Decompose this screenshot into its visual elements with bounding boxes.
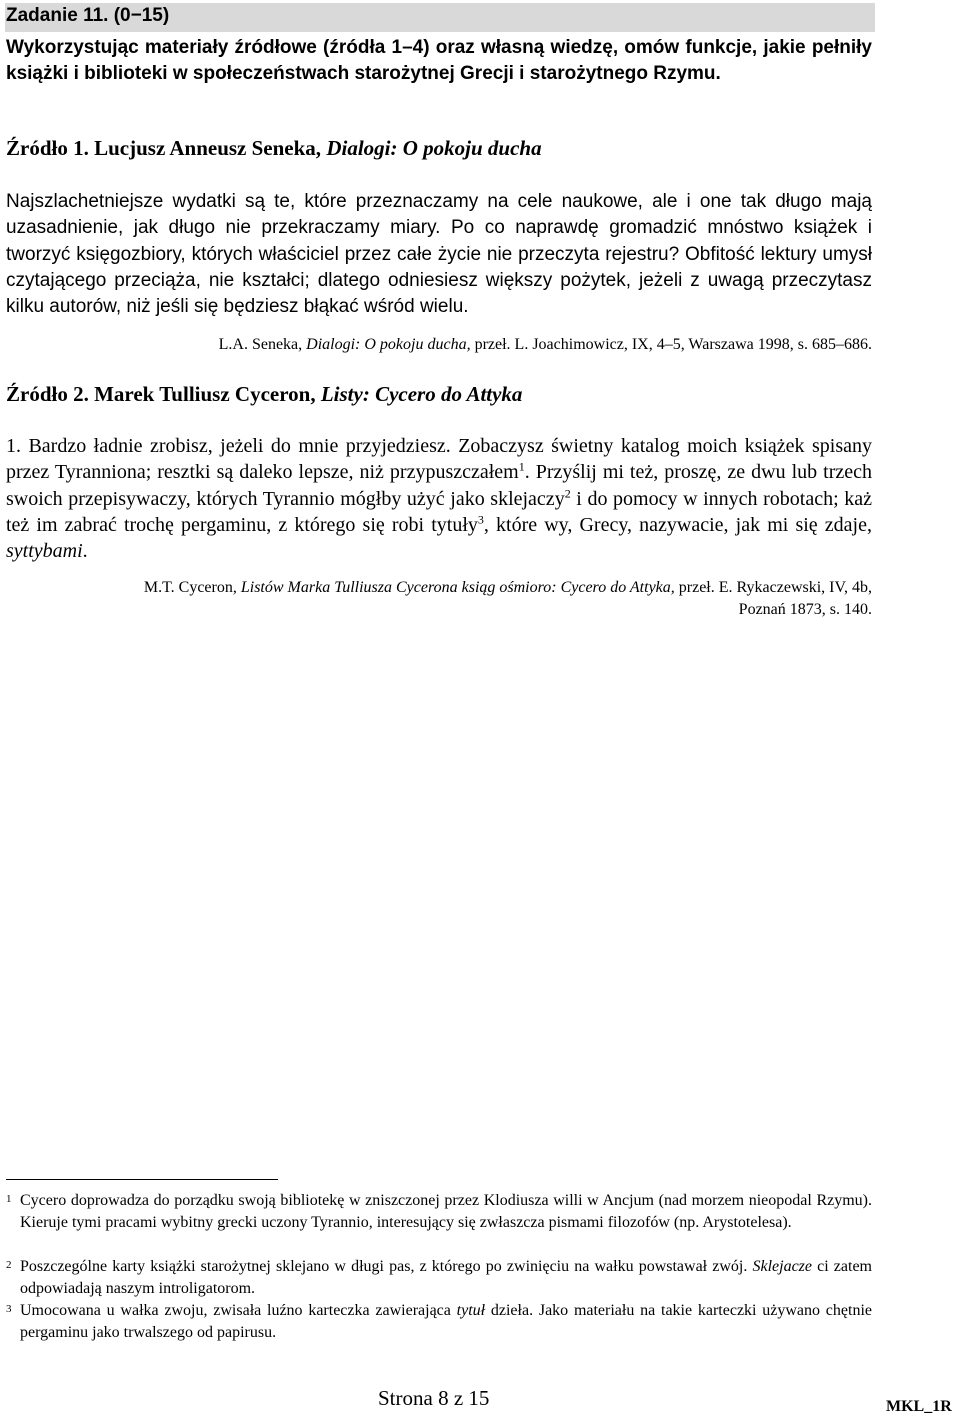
source2-text-end: . [82, 540, 88, 563]
footnote-2 [6, 1256, 872, 1300]
source1-label: Źródło 1. Lucjusz Anneusz Seneka, [6, 136, 327, 160]
footnote-3 [6, 1300, 872, 1344]
source2-citation-details: przeł. E. Rykaczewski, IV, 4b, [674, 579, 872, 596]
footnote-separator [6, 1179, 278, 1180]
source1-citation-author: L.A. Seneka, [218, 336, 307, 353]
footnote-3-text-end: dzieła. Jako materiału na takie karteczki używano chętnie pergaminu jako trwalszego od papirusu. [20, 1302, 872, 1341]
footnote-2-number: 2 [6, 1259, 12, 1271]
source2-heading [6, 381, 522, 407]
page-number: Strona 8 z 15 [378, 1386, 490, 1410]
source2-text [6, 433, 872, 564]
source2-citation [6, 577, 872, 621]
source1-citation-details: przeł. L. Joachimowicz, IX, 4–5, Warszawa 1998, s. 685–686. [470, 336, 872, 353]
task-instruction: Wykorzystując materiały źródłowe (źródła 1–4) oraz własną wiedzę, omów funkcje, jakie pełniły książki i biblioteki w społeczeństwach starożytnej Grecji i starożytnego Rzymu. [6, 37, 872, 84]
source1-heading [6, 135, 542, 161]
source1-citation [6, 334, 872, 356]
task-title: Zadanie 11. (0−15) [6, 5, 170, 26]
source2-citation-author: M.T. Cyceron, [143, 579, 241, 596]
exam-code: MKL_1R [886, 1398, 952, 1415]
footnote-1-number: 1 [6, 1193, 12, 1205]
footnote-1 [6, 1190, 872, 1234]
footnote-2-italic: Sklejacze [752, 1258, 812, 1275]
footnote-2-text-end: ci zatem odpowiadają naszym introligatorom. [20, 1258, 872, 1297]
source1-text: Najszlachetniejsze wydatki są te, które przeznaczamy na cele naukowe, ale i one tak długo mają uzasadnienie, jak długo nie przekraczamy miary. Po co naprawdę gromadzić mnóstwo książek i tworzyć księgozbiory, których właściciel przez całe życie nie przeczyta rejestru? Obfitość lektury umysł czytającego przeciąża, nie kształci; dlatego odniesiesz większy pożytek, jeżeli z uwagą przeczytasz kilku autorów, niż jeśli się będziesz błąkać wśród wielu. [6, 191, 872, 318]
source2-text-part3: i do pomocy w innych robotach; każ też im zabrać trochę pergaminu, z którego się robi tytuły [6, 487, 873, 536]
footnote-3-number: 3 [6, 1303, 12, 1315]
footnote-1-text: Cycero doprowadza do porządku swoją bibliotekę w zniszczonej przez Klodiusza willi w Ancjum (nad morzem nieopodal Rzymu). Kieruje tymi pracami wybitny grecki uczony Tyrannio, interesujący się zwłaszcza pismami filozofów (np. Arystotelesa). [20, 1192, 872, 1231]
source2-label: Źródło 2. Marek Tulliusz Cyceron, [6, 382, 321, 406]
source2-text-part1: 1. Bardzo ładnie zrobisz, jeżeli do mnie przyjedziesz. Zobaczysz świetny katalog moich książek spisany przez Tyranniona; resztki są daleko lepsze, niż przypuszczałem [6, 435, 872, 484]
footnote-2-text: Poszczególne karty książki starożytnej sklejano w długi pas, z którego po zwinięciu na wałku powstawał zwój. [20, 1258, 753, 1275]
source2-citation-work: Listów Marka Tulliusza Cycerona ksiąg ośmioro: Cycero do Attyka, [240, 579, 675, 596]
footnote-ref-1: 1 [518, 459, 525, 474]
footnote-3-italic: tytuł [456, 1302, 486, 1319]
source1-citation-work: Dialogi: O pokoju ducha, [306, 336, 471, 353]
source2-text-italic: syttybami [6, 540, 83, 563]
footnote-ref-3: 3 [477, 512, 484, 527]
footnote-ref-2: 2 [564, 485, 571, 500]
source1-work: Dialogi: O pokoju ducha [326, 136, 542, 160]
source2-citation-place: Poznań 1873, s. 140. [738, 601, 872, 618]
source2-work: Listy: Cycero do Attyka [320, 382, 523, 406]
source2-text-part2: . Przyślij mi też, proszę, ze dwu lub trzech swoich przepisywaczy, których Tyrannio mógłby użyć jako sklejaczy [6, 461, 873, 510]
source2-text-part4: , które wy, Grecy, nazywacie, jak mi się zdaje, [483, 513, 872, 536]
footnote-3-text: Umocowana u wałka zwoju, zwisała luźno karteczka zawierająca [20, 1302, 457, 1319]
